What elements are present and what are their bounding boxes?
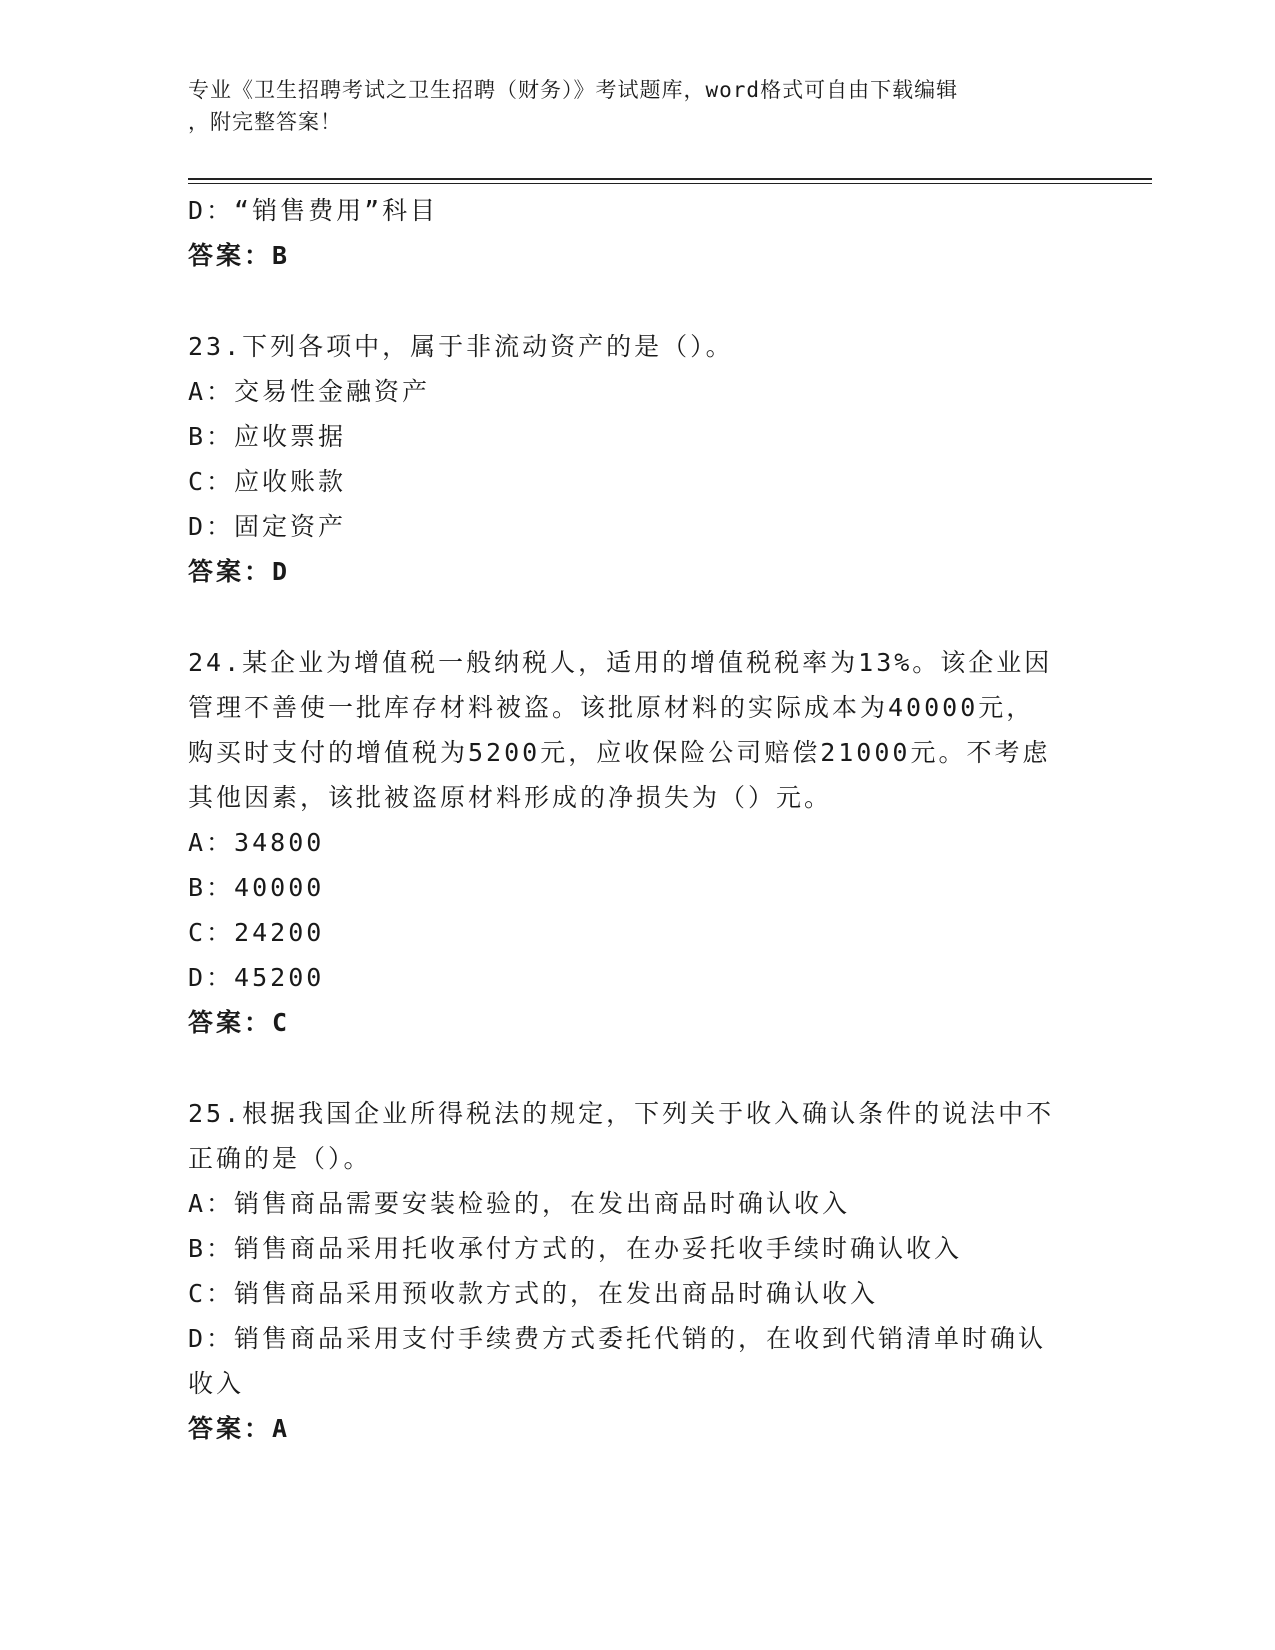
question-list — [188, 188, 1088, 1451]
option-b: B：销售商品采用托收承付方式的，在办妥托收手续时确认收入 — [188, 1234, 963, 1263]
option-a: A：销售商品需要安装检验的，在发出商品时确认收入 — [188, 1189, 851, 1218]
question-22-tail — [188, 188, 1088, 278]
answer: 答案：C — [188, 1008, 291, 1037]
option-b: B：40000 — [188, 873, 325, 902]
question-stem: 23.下列各项中，属于非流动资产的是（）。 — [188, 332, 734, 361]
question-stem-line: 管理不善使一批库存材料被盗。该批原材料的实际成本为40000元， — [188, 693, 1035, 722]
option-d-continued: 收入 — [188, 1369, 245, 1398]
option-d: D：“销售费用”科目 — [188, 196, 439, 225]
question-stem-line: 购买时支付的增值税为5200元，应收保险公司赔偿21000元。不考虑 — [188, 738, 1051, 767]
page-header — [188, 74, 1068, 138]
answer: 答案：A — [188, 1414, 291, 1443]
question-23 — [188, 324, 1088, 594]
question-stem-line: 其他因素，该批被盗原材料形成的净损失为（）元。 — [188, 783, 833, 812]
answer: 答案：D — [188, 557, 291, 586]
option-c: C：销售商品采用预收款方式的，在发出商品时确认收入 — [188, 1279, 879, 1308]
option-c: C：24200 — [188, 918, 325, 947]
header-divider-thick — [188, 178, 1152, 180]
option-a: A：交易性金融资产 — [188, 377, 431, 406]
option-d: D：销售商品采用支付手续费方式委托代销的，在收到代销清单时确认 — [188, 1324, 1047, 1353]
header-divider-thin — [188, 183, 1152, 184]
question-stem-line: 25.根据我国企业所得税法的规定，下列关于收入确认条件的说法中不 — [188, 1099, 1055, 1128]
question-24 — [188, 640, 1088, 1045]
option-d: D：45200 — [188, 963, 325, 992]
option-c: C：应收账款 — [188, 467, 347, 496]
question-stem-line: 正确的是（）。 — [188, 1144, 372, 1173]
header-line-1: 专业《卫生招聘考试之卫生招聘（财务）》考试题库，word格式可自由下载编辑 — [188, 78, 959, 102]
question-25 — [188, 1091, 1088, 1451]
question-stem-line: 24.某企业为增值税一般纳税人，适用的增值税税率为13%。该企业因 — [188, 648, 1053, 677]
option-b: B：应收票据 — [188, 422, 347, 451]
option-d: D：固定资产 — [188, 512, 347, 541]
option-a: A：34800 — [188, 828, 325, 857]
answer: 答案：B — [188, 241, 291, 270]
header-line-2: ，附完整答案！ — [188, 110, 342, 134]
